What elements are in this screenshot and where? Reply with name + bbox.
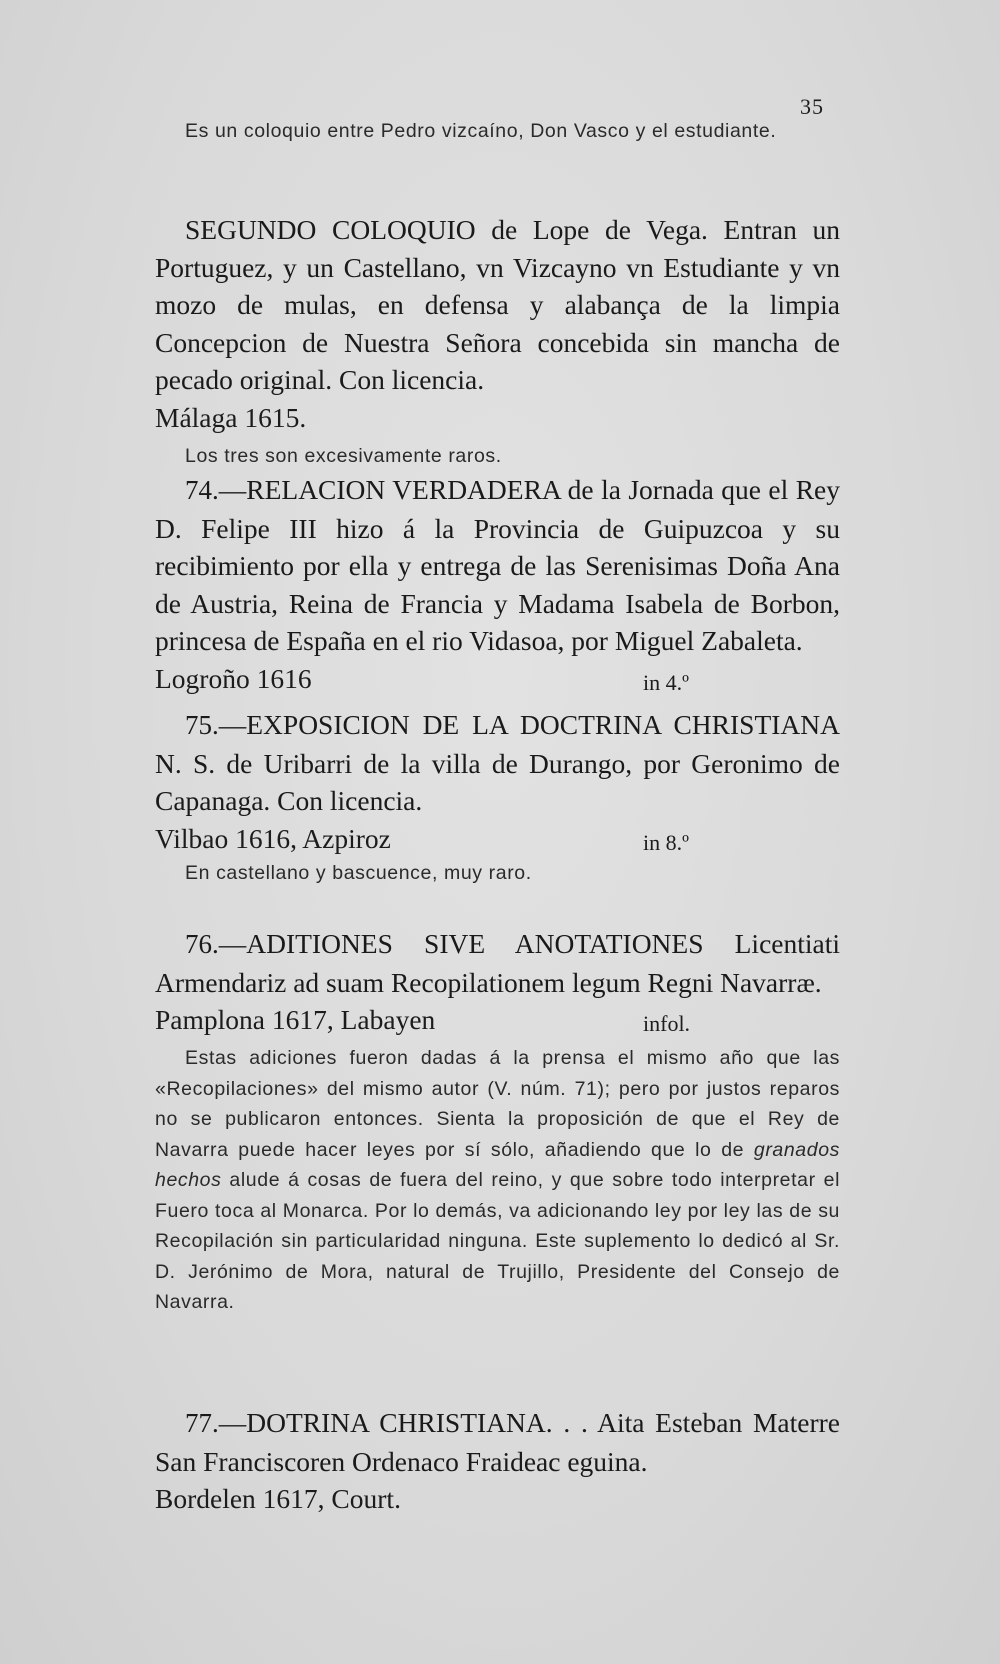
entry-75 <box>155 706 840 888</box>
format-text: in 8.º <box>643 829 689 855</box>
format-text: infol. <box>643 1011 691 1036</box>
entry-number: 77. <box>185 1408 219 1438</box>
entry-number: 75. <box>185 710 219 740</box>
entry-imprint <box>155 399 840 437</box>
entry-text-body: —ADITIONES SIVE ANOTATIONES Licentiati Armendariz ad suam Recopilationem legum Regni Navarræ. <box>155 928 840 998</box>
entry-77 <box>155 1404 840 1518</box>
entry-segundo-coloquio <box>155 211 840 471</box>
entry-imprint <box>155 1480 840 1518</box>
entry-number: 74. <box>185 475 219 505</box>
imprint-text: Bordelen 1617, Court. <box>155 1483 401 1514</box>
entry-imprint <box>155 1001 840 1039</box>
imprint-text: Málaga 1615. <box>155 401 307 433</box>
entry-text <box>155 706 840 820</box>
entry-note <box>155 1043 840 1318</box>
entry-text-body: —DOTRINA CHRISTIANA. . . Aita Esteban Materre San Franciscoren Ordenaco Fraideac eguina. <box>155 1407 840 1477</box>
entry-note: En castellano y bascuence, muy raro. <box>185 861 532 884</box>
entry-text-body: SEGUNDO COLOQUIO de Lope de Vega. Entran un Portuguez, y un Castellano, vn Vizcayno vn Estudiante y vn mozo de mulas, en defensa y alabança de la limpia Concepcion de Nuestra Señora concebida sin mancha de pecado original. Con licencia. <box>155 214 840 395</box>
intro-note <box>155 116 840 147</box>
imprint-text: Logroño 1616 <box>155 662 312 694</box>
entry-text <box>155 471 840 660</box>
entry-74 <box>155 471 840 698</box>
note-text: Estas adiciones fueron dadas á la prensa el mismo año que las «Recopilaciones» del mismo autor (V. núm. 71); pero por justos reparos no se publicaron entonces. Sienta la proposición de que el Rey de Navarra puede hacer leyes por sí sólo, añadiendo que lo de <box>155 1047 840 1161</box>
entry-text-body: —EXPOSICION DE LA DOCTRINA CHRISTIANA N. S. de Uribarri de la villa de Durango, por Geronimo de Capanaga. Con licencia. <box>155 709 840 816</box>
format-text: in 4.º <box>643 669 689 695</box>
page-number: 35 <box>800 94 824 119</box>
entry-text <box>155 211 840 399</box>
entry-imprint <box>155 820 840 858</box>
entry-76 <box>155 925 840 1318</box>
imprint-text: Vilbao 1616, Azpiroz <box>155 822 391 854</box>
entry-text <box>155 925 840 1001</box>
imprint-text: Pamplona 1617, Labayen <box>155 1004 436 1035</box>
entry-note: Los tres son excesivamente raros. <box>185 444 502 467</box>
intro-note-text: Es un coloquio entre Pedro vizcaíno, Don Vasco y el estudiante. <box>185 120 777 142</box>
entry-imprint <box>155 660 840 698</box>
note-text-continued: alude á cosas de fuera del reino, y que sobre todo interpretar el Fuero toca al Monarca. Por lo demás, va adicionando ley por ley las de su Recopilación sin particularidad ninguna. Este suplemento lo dedicó al Sr. D. Jerónimo de Mora, natural de Trujillo, Presidente del Consejo de Navarra. <box>155 1169 840 1313</box>
entry-number: 76. <box>185 929 219 959</box>
note-italic-text: granados hechos <box>155 1138 840 1191</box>
entry-text-body: —RELACION VERDADERA de la Jornada que el Rey D. Felipe III hizo á la Provincia de Guipuzcoa y su recibimiento por ella y entrega de las Serenisimas Doña Ana de Austria, Reina de Francia y Madama Isabela de Borbon, princesa de España en el rio Vidasoa, por Miguel Zabaleta. <box>155 474 840 656</box>
entry-text <box>155 1404 840 1480</box>
